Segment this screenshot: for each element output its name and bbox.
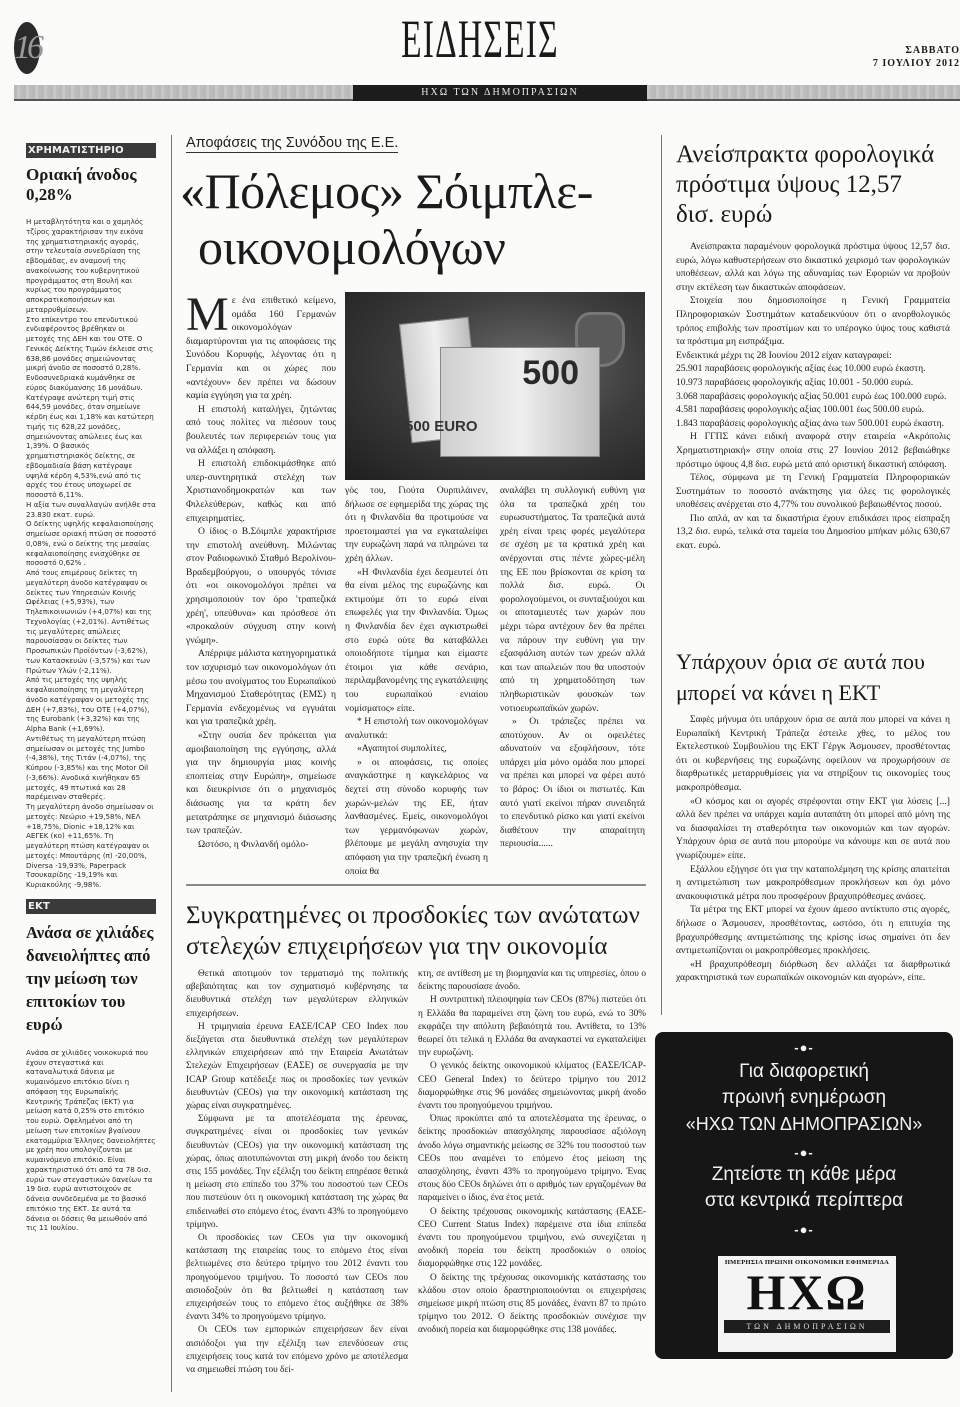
bullet-separator: -●- xyxy=(794,1222,814,1237)
paragraph: » οι αποφάσεις, τις οποίες αναγκάστηκε η καγκελάριος να δεχτεί στη σύνοδο κορυφής των χωρών-μελών της ΕΕ, ήταν λανθασμένες. Εμείς, οικονομολόγοι των γερμανόφωνων χωρών, βλέπουμε με μεγάλη ανησυχία την απόφαση για την τραπεζική ένωση η οποία θα xyxy=(345,756,488,877)
stock-paragraph: Η μεταβλητότητα και ο χαμηλός τζίρος χαρακτήρισαν την εικόνα της χρηματιστηριακής αγοράς, στην τελευταία συνεδρίαση της εβδομάδας, εν αναμονή της ανακοίνωσης του κυβερνητικού προγράμματος στη Βουλή και κυρίως του προγράμματος αποκρατικοποιήσεων και μεταρρυθμίσεων. xyxy=(26,217,144,314)
paragraph: Σαφές μήνυμα ότι υπάρχουν όρια σε αυτά που μπορεί να κάνει η Ευρωπαϊκή Κεντρική Τράπεζα έστειλε χθες, το μέλος του Εκτελεστικού Συμβουλίου της ΕΚΤ Γέργκ Άσμουσεν, προσθέτοντας ότι οι κυβερνήσεις της ευρωζώνης οφείλουν να προχωρήσουν σε διαρθρωτικές μεταρρυθμίσεις για να στηρίξουν τις οικονομίες τους μακροπρόθεσμα. xyxy=(676,714,950,793)
column-divider xyxy=(171,135,172,1392)
tax-article-headline: Ανείσπρακτα φορολογικά πρόστιμα ύψους 12,57 δισ. ευρώ xyxy=(676,141,935,228)
paragraph: Όπως προκύπτει από τα αποτελέσματα της έρευνας, ο δείκτης προσδοκιών απασχόλησης παρουσίασε αξιόλογη άνοδο λόγω σημαντικής μείωσης σε 32% του ποσοστού των CEOs που αναμένει το επόμενο έτος μείωση της απασχόλησης, έναντι 43% το προηγούμενο τρίμηνο. Ένας στους δύο CEOs δηλώνει ότι ο αριθμός των εργαζομένων θα παραμείνει ο ίδιος, ένα έτος μετά. xyxy=(418,1114,646,1204)
paragraph: ε ένα επιθετικό κείμενο, ομάδα 160 Γερμανών οικονομολόγων διαμαρτύρονται για τις αποφάσεις της Συνόδου Κορυφής, λέγοντας ότι η Γερμανία και οι χώρες που «αντέχουν» δεν πρέπει να δώσουν καμία εγγύηση για τα χρέη. xyxy=(186,295,336,402)
paragraph: Η ΓΓΠΣ κάνει ειδική αναφορά στην εταιρεία «Ακρόπολις Χρηματιστηριακή» στην οποία στις 27 Ιουνίου 2012 βεβαιώθηκε πρόστιμο ύψους 4,8 δισ. ευρώ μετά από οριστική δικαστική απόφαση. xyxy=(676,431,950,470)
paragraph: 1.843 παραβάσεις φορολογικής αξίας άνω των 500.001 ευρώ έκαστη. xyxy=(676,417,944,429)
stock-kicker: ΧΡΗΜΑΤΙΣΤΗΡΙΟ xyxy=(26,143,156,158)
paragraph: Τα μέτρα της ΕΚΤ μπορεί να έχουν άμεσο αντίκτυπο στις αγορές, δήλωσε ο Άσμουσεν, προσθέτοντας, ωστόσο, ότι η επιτυχία της βραχυπρόθεσμης αντιμετώπισης της κρίσης ίσως σημαίνει ότι δεν αντιμετωπίζονται οι μακροπρόθεσμες προκλήσεις. xyxy=(676,904,950,957)
logo-tagline: ΗΜΕΡΗΣΙΑ ΠΡΩΙΝΗ ΟΙΚΟΝΟΜΙΚΗ ΕΦΗΜΕΡΙΔΑ xyxy=(724,1259,890,1266)
stock-body xyxy=(26,217,156,890)
bullet-separator: -●- xyxy=(794,1145,814,1160)
masthead-band xyxy=(14,85,960,101)
paragraph: «Η Φινλανδία έχει δεσμευτεί ότι θα είναι μέλος της ευρωζώνης και εκτιμούμε ότι το ευρώ είναι επωφελές για την Φινλανδία. Όμως η Φινλανδία δεν έχει αγκιστρωθεί στο ευρώ ούτε θα καταβάλλει οποιοδήποτε τίμημα και είμαστε έτοιμοι για κάθε σενάριο, περιλαμβανομένης της εγκατάλειψης του ευρωπαϊκού ενιαίου νομίσματος» είπε. xyxy=(345,566,488,714)
stock-paragraph: Ο δείκτης υψηλής κεφαλαιοποίησης σημείωσε οριακή πτώση σε ποσοστό 0,08%, ενώ ο δείκτης της μεσαίας κεφαλαιοποίησης ενισχύθηκε σε ποσοστό 0,62% . xyxy=(26,519,156,568)
stock-paragraph: Αντιθέτως τη μεγαλύτερη πτώση σημείωσαν οι μετοχές της Jumbo (-4,38%), της Τιτάν (-4,07%), της Κύπρου (-3,85%) και της Motor Oil (-3,66%). Ανοδικά κινήθηκαν 65 μετοχές, 49 πτωτικά και 28 παρέμειναν σταθερές. xyxy=(26,733,149,802)
column-divider xyxy=(661,135,662,1015)
bullet-separator: -●- xyxy=(794,1040,814,1055)
main-article-kicker: Αποφάσεις της Συνόδου της Ε.Ε. xyxy=(186,135,399,151)
ad-line: «ΗΧΩ ΤΩΝ ΔΗΜΟΠΡΑΣΙΩΝ» xyxy=(685,1114,923,1134)
paragraph: Η επιστολή επιδοκιμάσθηκε από υπερ-συντηρητικά στελέχη των Χριστιανοδημοκρατών και των Φιλελεύθερων, καθώς και από επιχειρηματίες. xyxy=(186,458,336,524)
headline-line: οικονομολόγων xyxy=(198,219,506,275)
paragraph: 3.068 παραβάσεις φορολογικής αξίας 50.001 ευρώ έως 100.000 ευρώ. xyxy=(676,390,947,402)
stock-paragraph: Τη μεγαλύτερη άνοδο σημείωσαν οι μετοχές: Νεώριο +19,58%, ΝΕΛ +18,75%, Dionic +18,12% και ΑΕΓΕΚ (κο) +11,65%. Τη μεγαλύτερη πτώση κατέγραψαν οι μετοχές: Μπουτάρης (π) -20,00%, Diversa -19,93%, Paperpack Τσουκαρίδης -19,19% και Κυριακούλης -9,98%. xyxy=(26,802,154,889)
main-article-column-2 xyxy=(345,484,488,878)
tax-article-body xyxy=(676,240,950,553)
paragraph: αναλάβει τη συλλογική ευθύνη για όλα τα τραπεζικά χρέη του ευρωσυστήματος. Τα τραπεζικά αυτά χρέη είναι τρεις φορές μεγαλύτερα σε σχέση με τα κρατικά χρέη και ανέρχονται στις πέντε χώρες-μέλη της ΕΕ που βρίσκονται σε κρίση τα πολλά δισ. ευρώ. Οι φορολογούμενοι, οι συνταξιούχοι και οι αποταμιευτές των χωρών που μέχρι τώρα αντέχουν δεν θα πρέπει να πάρουν την ευθύνη για την εξασφάλιση αυτών των χρεών αλλά και των απωλειών που θα υποστούν από τη χρηματοδότηση των πληθωριστικών φουσκών των νοτιοευρωπαϊκών χωρών. xyxy=(500,485,645,714)
main-article-headline xyxy=(180,163,650,275)
logo-wordmark: ΗΧΩ xyxy=(746,1264,868,1320)
stock-paragraph: Από τους επιμέρους δείκτες τη μεγαλύτερη άνοδο κατέγραψαν οι δείκτες των Υπηρεσιών Κοινής Ωφέλειας (+5,93%), των Τηλεπικοινωνιών (+4,07%) και της Τεχνολογίας (+2,01%). Αντιθέτως τις μεγαλύτερες απώλειες παρουσίασαν οι δείκτες των Προσωπικών Προϊόντων (-3,62%), των Κατασκευών (-3,57%) και των Πρώτων Υλών (-2,11%). xyxy=(26,568,152,675)
paragraph: Η συντριπτική πλειοψηφία των CEOs (87%) πιστεύει ότι η Ελλάδα θα παραμείνει στη ζώνη του ευρώ, ενώ το 30% εκφράζει την απόλυτη βεβαιότητά του. Αντίθετα, το 13% θεωρεί ότι τελικά η Ελλάδα θα αναγκαστεί να εγκαταλείψει την ευρωζώνη. xyxy=(418,995,646,1059)
paragraph: Ανείσπρακτα παραμένουν φορολογικά πρόστιμα ύψους 12,57 δισ. ευρώ, λόγω καθυστερήσεων στο δικαστικό χειρισμό των φορολογικών υποθέσεων, αλλά και λόγω της αδυναμίας των Εφοριών να προβούν στην εκτέλεση των δικαστικών αποφάσεων. xyxy=(676,241,950,293)
paragraph: κτη, σε αντίθεση με τη βιομηχανία και τις υπηρεσίες, όπου ο δείκτης παρουσίασε άνοδο. xyxy=(418,969,646,993)
paragraph: 4.581 παραβάσεις φορολογικής αξίας 100.001 έως 500.00 ευρώ. xyxy=(676,404,925,416)
dateline-date: 7 ΙΟΥΛΙΟΥ 2012 xyxy=(872,58,960,69)
ecb-limits-body xyxy=(676,713,950,985)
stock-headline: Οριακή άνοδος 0,28% xyxy=(26,165,137,204)
main-article-column-3 xyxy=(500,484,645,851)
ceo-article-column-2 xyxy=(418,968,646,1338)
ad-line: στα κεντρικά περίπτερα xyxy=(704,1190,904,1211)
paragraph: Τέλος, σύμφωνα με τη Γενική Γραμματεία Πληροφοριακών Συστημάτων το ποσοστό ανάκτησης για όλες τις φορολογικές υποθέσεις ανέρχεται στο 4,77% του συνολικού βεβαιωθέντος ποσού. xyxy=(676,472,950,511)
newspaper-advertisement xyxy=(655,1032,953,1359)
paragraph: «Αγαπητοί συμπολίτες, xyxy=(357,743,447,755)
ceo-article-headline: Συγκρατημένες οι προσδοκίες των ανώτατων στελεχών επιχειρήσεων για την οικονομία xyxy=(186,902,640,960)
paragraph: Στοιχεία που δημοσιοποίησε η Γενική Γραμματεία Πληροφοριακών Συστημάτων καταδεικνύουν ότι ο ανορθολογικός τρόπος επιβολής των προστίμων και το υπέρογκο ύψος τους καθιστά τα πρόστιμα μη εισπράξιμα. xyxy=(676,295,950,348)
paragraph: » Οι τράπεζες πρέπει να αποτύχουν. Αν οι οφειλέτες αδυνατούν να εξοφλήσουν, τότε υπάρχει μία μόνο ομάδα που μπορεί να πρέπει και μπορεί να φέρει αυτό το βάρος: Οι ίδιοι οι πιστωτές. Και αυτό γιατί εκείνοι πήραν συνειδητά το επενδυτικό ρίσκο και γιατί εκείνοι διαθέτουν την απαραίτητη περιουσία...... xyxy=(500,716,645,850)
banknotes-photo xyxy=(345,292,645,480)
ad-line: Για διαφορετική xyxy=(739,1061,869,1082)
banknote-label: 500 EURO xyxy=(405,418,478,435)
ecb-headline: Ανάσα σε χιλιάδες δανειολήπτες από την μείωση των επιτοκίων του ευρώ xyxy=(26,922,154,1034)
paragraph: Η επιστολή καταλήγει, ζητώντας από τους πολίτες να πιέσουν τους βουλευτές των περιφερειών τους για να αλλάξει η απόφαση. xyxy=(186,403,336,456)
stock-paragraph: Από τις μετοχές της υψηλής κεφαλαιοποίησης τη μεγαλύτερη άνοδο κατέγραψαν οι μετοχές της ΔΕΗ (+7,83%), του ΟΤΕ (+4,07%), της Eurobank (+3,32%) και της Alpha Bank (+1,69%). xyxy=(26,675,150,733)
ecb-limits-headline: Υπάρχουν όρια σε αυτά που μπορεί να κάνει η ΕΚΤ xyxy=(676,649,925,705)
paragraph: 10.973 παραβάσεις φορολογικής αξίας 10.001 - 50.000 ευρώ. xyxy=(676,376,914,388)
paragraph: Ο δείκτης τρέχουσας οικονομικής κατάστασης (ΕΑΣΕ-CEO Current Status Index) παρέμεινε στα ίδια επίπεδα έναντι του προηγούμενου τριμήνου, ενώ συνεχίζεται η ανοδική πορεία του δείκτη προσδοκιών ο οποίος διαμορφώθηκε στις 122 μονάδες. xyxy=(418,1206,646,1270)
publication-name-label: ΗΧΩ ΤΩΝ ΔΗΜΟΠΡΑΣΙΩΝ xyxy=(353,85,647,101)
logo-subtitle: ΤΩΝ ΔΗΜΟΠΡΑΣΙΩΝ xyxy=(724,1320,890,1333)
paragraph: 25.901 παραβάσεις φορολογικής αξίας έως 10.000 ευρώ έκαστη. xyxy=(676,363,926,375)
stock-paragraph: Στο επίκεντρο του επενδυτικού ενδιαφέροντος βρέθηκαν οι μετοχές της ΔΕΗ και του ΟΤΕ. Ο Γενικός Δείκτης Τιμών έκλεισε στις 638,86 μονάδες σημειώνοντας μικρή άνοδο σε ποσοστό 0,28%. Ενδοσυνεδριακά κυμάνθηκε σε εύρος διακύμανσης 16 μονάδων. Κατέγραψε ανώτερη τιμή στις 644,59 μονάδες, όταν σημείωνε κέρδη έως και 1,18% και κατώτερη τιμής τις 628,22 μονάδες, σημειώνοντας απώλειες έως και 1,39%. Ο βασικός χρηματιστηριακός δείκτης, σε εβδομαδιαία βάση κατέγραψε υψηλά κέρδη 4,53%,ενώ από τις αρχές του έτους υποχωρεί σε ποσοστό 6,11%. xyxy=(26,314,154,499)
paragraph: «Στην ουσία δεν πρόκειται για αμοιβαιοποίηση της εγγύησης, αλλά για την δημιουργία μιας κοινής εποπτείας στην Ευρώπη», σημείωσε και διευκρίνισε ότι ο μηχανισμός διάσωσης για τα κράτη δεν μετατράπηκε σε μηχανισμό διάσωσης των τραπεζών. xyxy=(186,730,336,837)
paragraph: Εξάλλου εξήγησε ότι για την καταπολέμηση της κρίσης απαιτείται η αντιμετώπιση των μακροπρόθεσμων προκλήσεων και όχι μόνο ανακουφιστικά μέτρα που προσφέρουν βραχυπρόθεσμες ανάσες. xyxy=(676,863,950,902)
paragraph: Ο γενικός δείκτης οικονομικού κλίματος (ΕΑΣΕ/ICAP-CEO General Index) το δεύτερο τρίμηνο του 2012 διαμορφώθηκε στις 96 μονάδες σημειώνοντας μικρή άνοδο έναντι του προηγούμενου τριμήνου. xyxy=(418,1061,646,1112)
dateline xyxy=(873,44,960,70)
dateline-day: ΣΑΒΒΑΤΟ xyxy=(905,45,960,56)
paragraph: Θετικά αποτιμούν τον τερματισμό της πολιτικής αβεβαιότητας και τον σχηματισμό κυβέρνησης τα διευθυντικά στελέχη των μεγαλύτερων ελληνικών επιχειρήσεων. xyxy=(186,969,408,1019)
stock-paragraph: Η αξία των συναλλαγών ανήλθε στα 23.830 εκατ. ευρώ. xyxy=(26,499,156,519)
paragraph: Οι προσδοκίες των CEOs για την οικονομική κατάσταση της εταιρείας τους το επόμενο έτος είναι βελτιωμένες στο δεύτερο τρίμηνο του 2012 έναντι του προηγούμενου τριμήνου. Το ποσοστό των CEOs που αισιοδοξούν ότι θα βελτιωθεί η κατάσταση των επιχειρήσεών τους το επόμενο έτος αυξήθηκε σε 38% έναντι 34% το προηγούμενο τρίμηνο. xyxy=(186,1233,408,1323)
paragraph: Απέρριψε μάλιστα κατηγορηματικά τον ισχυρισμό των οικονομολόγων ότι μέσω του ανοίγματος του Ευρωπαϊκού Μηχανισμού Σταθερότητας (ΕΜΣ) η Γερμανία ενδεχομένως να εγγυάται και για τραπεζικά χρέη. xyxy=(186,648,336,728)
section-divider xyxy=(186,884,646,886)
paragraph: Η τριμηνιαία έρευνα ΕΑΣΕ/ICAP CEO Index που διεξάγεται στα διευθυντικά στελέχη των μεγαλύτερων ελληνικών επιχειρήσεων από την Εταιρεία Ανωτάτων Στελεχών Επιχειρήσεων (ΕΑΣΕ) σε συνεργασία με την ICAP Group κατέδειξε πως οι προσδοκίες των γενικών διευθυντών (CEOs) για την οικονομική κατάσταση της χώρας είναι συγκρατημένες. xyxy=(186,1021,408,1112)
ecb-kicker: ΕΚΤ xyxy=(26,899,156,914)
main-article-column-1 xyxy=(186,288,336,851)
paragraph: Ωστόσο, η Φινλανδή ομόλο- xyxy=(198,838,309,850)
paragraph: «Ο κόσμος και οι αγορές στρέφονται στην ΕΚΤ για λύσεις [...] αλλά δεν πρέπει να υπάρχει καμία αυταπάτη ότι μπορεί από μόνη της να διασφαλίσει τη σταθερότητα των οικονομιών και των αγορών. Υπάρχουν όρια σε αυτά που μπορούμε να κάνουμε και σε αυτά που γνωρίζουμε» είπε. xyxy=(676,795,950,861)
paragraph: Ενδεικτικά μέχρι τις 28 Ιουνίου 2012 είχαν καταγραφεί: xyxy=(676,349,892,361)
section-title: ΕΙΔΗΣΕΙΣ xyxy=(401,9,559,69)
paragraph: Σύμφωνα με τα αποτελέσματα της έρευνας, συγκρατημένες είναι οι προσδοκίες των γενικών διευθυντών (CEOs) για την οικονομική κατάσταση της χώρας, όπως αποτυπώνονται στη μικρή άνοδο του δείκτη στις 155 μονάδες. Την εξέλιξη του δείκτη επηρέασε θετικά η μείωση στο επίπεδο του 37% του ποσοστού των CEOs που πιστεύουν ότι η οικονομική κατάσταση της χώρας θα επιδεινωθεί στο επόμενο έτος, έναντι 43% το προηγούμενο τρίμηνο. xyxy=(186,1114,408,1230)
paragraph: «Η βραχυπρόθεσμη διόρθωση δεν αλλάζει τα διαρθρωτικά χαρακτηριστικά των ευρωπαϊκών οικονομιών και αγορών», είπε. xyxy=(676,958,950,984)
paragraph: Οι CEOs των εμπορικών επιχειρήσεων δεν είναι αισιόδοξοι για την εξέλιξη των επενδύσεων στις επιχειρήσεις τους κατά τον επόμενο χρόνο με αποτέλεσμα να σημειωθεί πτώση του δεί- xyxy=(186,1325,408,1376)
paragraph: * Η επιστολή των οικονομολόγων αναλυτικά: xyxy=(345,716,488,741)
left-sidebar xyxy=(26,143,156,1233)
ad-line: Ζητείστε τη κάθε μέρα xyxy=(711,1164,897,1185)
headline-line: «Πόλεμος» Σόιμπλε- xyxy=(180,163,593,219)
paragraph: Ο δείκτης της τρέχουσας οικονομικής κατάστασης του κλάδου στον οποίο δραστηριοποιούνται οι επιχειρήσεις σημείωσε μικρή πτώση στις 85 μονάδες, έναντι 87 το πρώτο τρίμηνο του 2012. Ο δείκτης προσδοκιών συνέχισε την ανοδική πορεία και διαμορφώθηκε στις 138 μονάδες. xyxy=(418,1272,646,1336)
page-number-badge: 16 xyxy=(14,22,40,74)
paragraph: γός του, Γιούτα Ουρπιλάινεν, δήλωσε σε εφημερίδα της χώρας της ότι η Φινλανδία θα προτιμούσε να προετοιμαστεί για να εγκαταλείψει την ευρωζώνη παρά να πληρώνει τα χρέη άλλων. xyxy=(345,485,488,564)
ceo-article-column-1 xyxy=(186,968,408,1377)
dropcap: Μ xyxy=(186,288,229,341)
banknote-value: 500 xyxy=(522,354,579,392)
paragraph: Ο ίδιος ο Β.Σόιμπλε χαρακτήρισε την επιστολή ανεύθυνη. Μιλώντας στον Ραδιοφωνικό Σταθμό Βερολίνου-Βραδεμβούργου, ο υπουργός τόνισε ότι «οι οικονομολόγοι πρέπει να χρησιμοποιούν τον όρο 'τραπεζικά χρέη', υπεύθυνα» και πρόσθεσε ότι «προκαλούν σύγχυση στην κοινή γνώμη». xyxy=(186,526,336,646)
newspaper-logo xyxy=(718,1256,896,1352)
ad-line: πρωινή ενημέρωση xyxy=(721,1087,887,1108)
paragraph: Πιο απλά, αν και τα δικαστήρια έχουν επιδικάσει προς είσπραξη 13,2 δισ. ευρώ, τελικά στα ταμεία του Δημοσίου μπήκαν μόλις 630,67 εκατ. ευρώ. xyxy=(676,512,950,552)
ecb-paragraph: Ανάσα σε χιλιάδες νοικοκυριά που έχουν στεγαστικά και καταναλωτικά δάνεια με κυμαινόμενο επιτόκιο δίνει η απόφαση της Ευρωπαϊκής Κεντρικής Τράπεζας (ΕΚΤ) για μείωση κατά 0,25% στο επιτόκιο του ευρώ. Οφελημένοι από τη μείωση των επιτοκίων βγαίνουν εκατομμύρια Έλληνες δανειολήπτες με χρέη που υπολογίζονται με κυμαινόμενο επιτόκιο. Είναι χαρακτηριστικό ότι από τα 78 δισ. ευρώ των στεγαστικών δανείων τα 19 δισ. ευρώ αντιστοιχούν σε δάνεια συνδεδεμένα με το βασικό επιτόκιο της ΕΚΤ. Σε αυτά τα δάνεια οι δόσεις θα μειωθούν από τις 11 Ιουλίου. xyxy=(26,1047,156,1233)
banknote-front xyxy=(405,347,600,457)
